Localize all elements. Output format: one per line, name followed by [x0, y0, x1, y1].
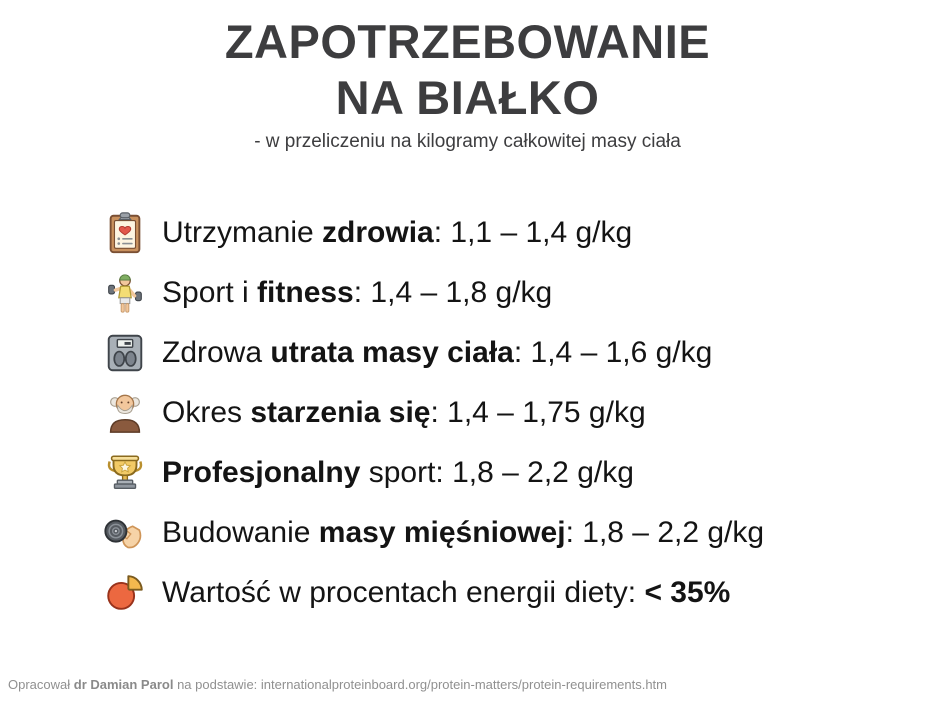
list-item-text	[162, 456, 634, 490]
list-item-muscle-building	[102, 503, 935, 563]
list-item-text	[162, 216, 632, 250]
list-item-text	[162, 336, 712, 370]
list-item-energy-percentage	[102, 563, 935, 623]
text-regular: : 1,8 – 2,2 g/kg	[565, 516, 765, 549]
header	[0, 0, 935, 153]
text-regular: : 1,4 – 1,75 g/kg	[430, 396, 646, 429]
elderly-man-icon	[102, 390, 148, 436]
list-item-text	[162, 576, 730, 610]
text-regular: : 1,1 – 1,4 g/kg	[433, 216, 633, 249]
list-item-text	[162, 396, 646, 430]
trophy-icon	[102, 450, 148, 496]
text-bold: masy mięśniowej	[318, 516, 566, 549]
text-regular: : 1,4 – 1,8 g/kg	[353, 276, 553, 309]
text-regular: Sport i	[162, 276, 258, 309]
list-item-text	[162, 516, 764, 550]
pie-chart-icon	[102, 570, 148, 616]
text-regular: Wartość w procentach energii diety:	[162, 576, 645, 609]
bicep-dumbbell-icon	[102, 510, 148, 556]
protein-requirements-list	[102, 203, 935, 623]
clipboard-health-icon	[102, 210, 148, 256]
list-item-text	[162, 276, 552, 310]
text-bold: Profesjonalny	[162, 456, 361, 489]
text-bold: starzenia się	[250, 396, 431, 429]
list-item-health	[102, 203, 935, 263]
weight-scale-icon	[102, 330, 148, 376]
subtitle: - w przeliczeniu na kilogramy całkowitej masy ciała	[254, 131, 681, 152]
list-item-aging	[102, 383, 935, 443]
title-line-1: ZAPOTRZEBOWANIE	[224, 15, 711, 68]
attribution-prefix: Opracował	[8, 677, 74, 692]
list-item-sport-fitness	[102, 263, 935, 323]
title-line-2: NA BIAŁKO	[335, 71, 600, 124]
text-regular: Okres	[162, 396, 251, 429]
text-bold: fitness	[257, 276, 354, 309]
list-item-professional-sport	[102, 443, 935, 503]
text-regular: Budowanie	[162, 516, 319, 549]
attribution-source: na podstawie: internationalproteinboard.org/protein-matters/protein-requirements.htm	[173, 677, 667, 692]
text-bold: < 35%	[644, 576, 731, 609]
text-regular: Zdrowa	[162, 336, 271, 369]
page-title	[0, 14, 935, 126]
exercise-person-icon	[102, 270, 148, 316]
attribution	[8, 677, 667, 692]
attribution-author: dr Damian Parol	[73, 677, 174, 692]
text-bold: zdrowia	[322, 216, 434, 249]
text-regular: Utrzymanie	[162, 216, 323, 249]
list-item-weight-loss	[102, 323, 935, 383]
text-regular: : 1,4 – 1,6 g/kg	[513, 336, 713, 369]
text-regular: sport: 1,8 – 2,2 g/kg	[360, 456, 634, 489]
text-bold: utrata masy ciała	[270, 336, 514, 369]
